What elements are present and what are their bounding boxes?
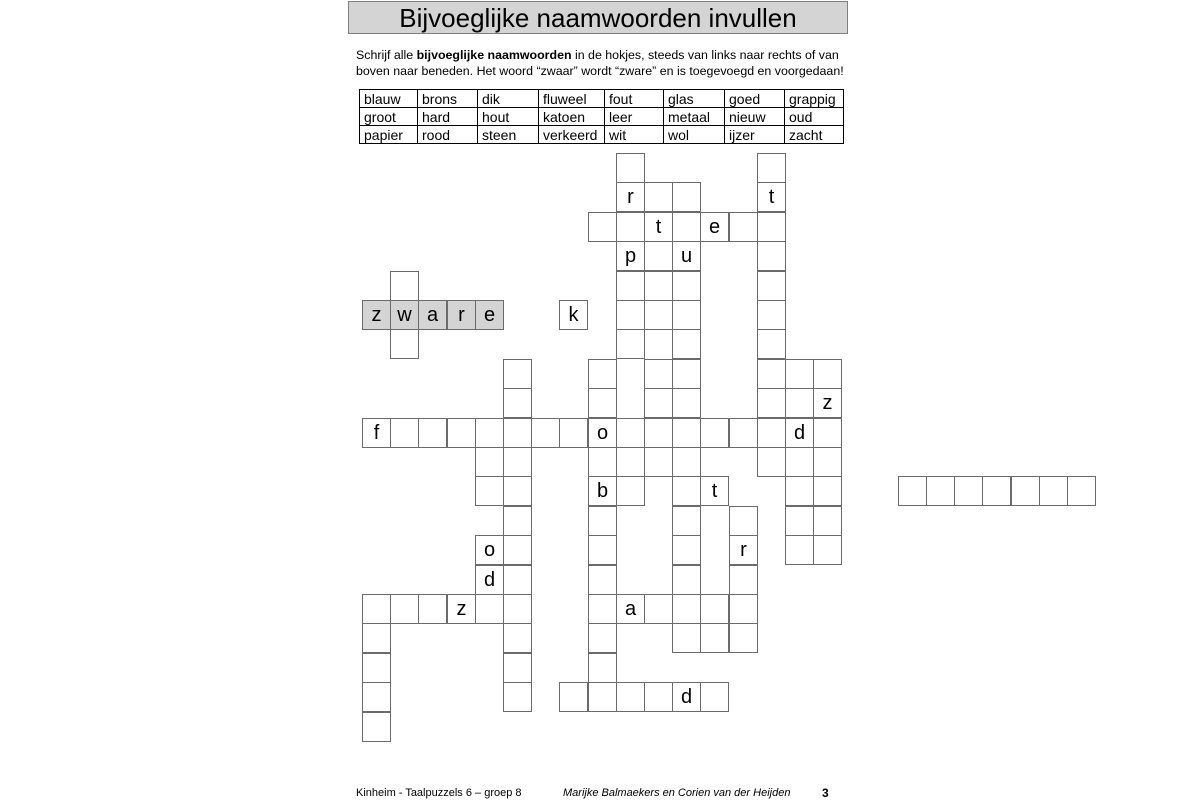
crossword-cell[interactable] <box>757 153 786 183</box>
crossword-cell[interactable] <box>362 682 391 712</box>
crossword-cell[interactable] <box>757 212 786 242</box>
crossword-cell[interactable] <box>672 535 701 565</box>
crossword-cell[interactable] <box>757 418 786 448</box>
crossword-cell[interactable]: a <box>616 594 645 624</box>
crossword-cell[interactable] <box>700 594 729 624</box>
crossword-cell[interactable]: z <box>362 300 391 330</box>
page-number: 3 <box>822 786 829 800</box>
crossword-cell[interactable] <box>616 300 645 330</box>
crossword-cell[interactable] <box>644 418 673 448</box>
crossword-cell[interactable]: u <box>672 241 701 271</box>
crossword-cell[interactable] <box>418 594 447 624</box>
crossword-cell[interactable] <box>644 300 673 330</box>
crossword-cell[interactable] <box>672 623 701 653</box>
crossword-cell[interactable] <box>813 447 842 477</box>
crossword-cell[interactable] <box>672 359 701 389</box>
crossword-cell[interactable] <box>390 271 419 301</box>
crossword-cell[interactable] <box>588 212 617 242</box>
crossword-cell[interactable] <box>926 476 955 506</box>
crossword-cell[interactable] <box>672 271 701 301</box>
crossword-cell[interactable] <box>559 418 588 448</box>
crossword-cell[interactable]: p <box>616 241 645 271</box>
crossword-cell[interactable] <box>729 418 758 448</box>
word-bank-cell: nieuw <box>725 108 785 126</box>
crossword-cell[interactable] <box>757 359 786 389</box>
word-bank-cell: glas <box>664 90 725 108</box>
crossword-cell[interactable] <box>672 300 701 330</box>
crossword-cell[interactable]: z <box>813 388 842 418</box>
word-bank-cell: steen <box>478 126 539 144</box>
crossword-cell[interactable] <box>616 329 645 359</box>
crossword-cell[interactable] <box>588 359 617 389</box>
crossword-cell[interactable] <box>503 447 532 477</box>
crossword-cell[interactable] <box>757 300 786 330</box>
crossword-cell[interactable] <box>757 329 786 359</box>
crossword-cell[interactable] <box>672 212 701 242</box>
crossword-cell[interactable] <box>362 712 391 742</box>
word-bank-cell: hard <box>418 108 478 126</box>
crossword-cell[interactable] <box>813 476 842 506</box>
instructions-part1: Schrijf alle <box>356 48 417 62</box>
footer-series: Kinheim - Taalpuzzels 6 – groep 8 <box>356 787 522 799</box>
crossword-cell[interactable] <box>644 594 673 624</box>
crossword-cell[interactable] <box>503 418 532 448</box>
crossword-cell[interactable]: e <box>700 212 729 242</box>
crossword-cell[interactable] <box>390 594 419 624</box>
crossword-cell[interactable] <box>531 418 560 448</box>
word-bank-cell: brons <box>418 90 478 108</box>
crossword-cell[interactable] <box>644 182 673 212</box>
crossword-cell[interactable] <box>503 565 532 595</box>
crossword-cell[interactable] <box>390 418 419 448</box>
crossword-cell[interactable]: t <box>644 212 673 242</box>
crossword-cell[interactable] <box>672 476 701 506</box>
crossword-cell[interactable] <box>672 388 701 418</box>
page-title: Bijvoeglijke naamwoorden invullen <box>348 1 848 34</box>
crossword-cell[interactable]: o <box>475 535 504 565</box>
crossword-cell[interactable] <box>616 212 645 242</box>
crossword-cell[interactable] <box>362 653 391 683</box>
crossword-cell[interactable] <box>503 682 532 712</box>
crossword-cell[interactable] <box>1011 476 1040 506</box>
crossword-cell[interactable]: e <box>475 300 504 330</box>
crossword-cell[interactable] <box>672 565 701 595</box>
word-bank-cell: fout <box>605 90 664 108</box>
crossword-cell[interactable] <box>1039 476 1068 506</box>
crossword-cell[interactable] <box>503 623 532 653</box>
crossword-cell[interactable] <box>729 212 758 242</box>
word-bank-cell: blauw <box>360 90 418 108</box>
crossword-cell[interactable] <box>559 682 588 712</box>
crossword-cell[interactable] <box>672 447 701 477</box>
crossword-cell[interactable] <box>785 506 814 536</box>
word-bank-cell: wol <box>664 126 725 144</box>
crossword-cell[interactable] <box>475 476 504 506</box>
crossword-cell[interactable] <box>785 359 814 389</box>
crossword-cell[interactable] <box>813 418 842 448</box>
word-bank-cell: dik <box>478 90 539 108</box>
crossword-cell[interactable] <box>503 535 532 565</box>
word-bank-cell: grappig <box>785 90 844 108</box>
instructions-part2: in de hokjes, steeds van links naar rechts of van boven naar beneden. Het woord “zwaar” wordt “zware” en is toegevoegd en voorgedaan! <box>356 48 844 78</box>
crossword-cell[interactable] <box>729 565 758 595</box>
crossword-cell[interactable] <box>644 682 673 712</box>
instructions-bold: bijvoeglijke naamwoorden <box>416 48 572 62</box>
crossword-cell[interactable] <box>898 476 927 506</box>
crossword-cell[interactable]: w <box>390 300 419 330</box>
crossword-cell[interactable] <box>700 623 729 653</box>
crossword-cell[interactable] <box>954 476 983 506</box>
crossword-cell[interactable] <box>503 388 532 418</box>
crossword-cell[interactable] <box>672 418 701 448</box>
crossword-cell[interactable]: o <box>588 418 617 448</box>
crossword-cell[interactable] <box>672 182 701 212</box>
word-bank-cell: wit <box>605 126 664 144</box>
crossword-cell[interactable] <box>785 535 814 565</box>
word-bank-cell: fluweel <box>539 90 605 108</box>
crossword-cell[interactable] <box>757 241 786 271</box>
crossword-cell[interactable] <box>475 594 504 624</box>
crossword-cell[interactable] <box>588 565 617 595</box>
crossword-cell[interactable]: t <box>700 476 729 506</box>
word-bank-cell: zacht <box>785 126 844 144</box>
crossword-cell[interactable] <box>644 241 673 271</box>
crossword-cell[interactable] <box>813 506 842 536</box>
word-bank-cell: rood <box>418 126 478 144</box>
crossword-cell[interactable]: r <box>447 300 476 330</box>
crossword-cell[interactable] <box>982 476 1011 506</box>
crossword-cell[interactable] <box>700 418 729 448</box>
footer-authors: Marijke Balmaekers en Corien van der Heijden <box>563 787 791 799</box>
crossword-cell[interactable]: d <box>785 418 814 448</box>
crossword-cell[interactable] <box>418 418 447 448</box>
word-bank-cell: goed <box>725 90 785 108</box>
crossword-cell[interactable] <box>503 506 532 536</box>
word-bank-cell: oud <box>785 108 844 126</box>
crossword-cell[interactable] <box>447 418 476 448</box>
crossword-cell[interactable] <box>729 594 758 624</box>
crossword-cell[interactable] <box>672 506 701 536</box>
word-bank-cell: katoen <box>539 108 605 126</box>
crossword-cell[interactable] <box>588 682 617 712</box>
crossword-cell[interactable] <box>644 447 673 477</box>
crossword-cell[interactable] <box>1067 476 1096 506</box>
crossword-cell[interactable] <box>588 653 617 683</box>
crossword-cell[interactable]: k <box>559 300 588 330</box>
crossword-cell[interactable] <box>785 447 814 477</box>
crossword-cell[interactable] <box>362 594 391 624</box>
crossword-cell[interactable] <box>813 359 842 389</box>
crossword-cell[interactable]: t <box>757 182 786 212</box>
crossword-cell[interactable] <box>616 682 645 712</box>
crossword-cell[interactable] <box>757 447 786 477</box>
crossword-cell[interactable] <box>588 447 617 477</box>
crossword-cell[interactable] <box>616 271 645 301</box>
crossword-cell[interactable] <box>503 653 532 683</box>
crossword-cell[interactable] <box>503 476 532 506</box>
crossword-cell[interactable]: r <box>729 535 758 565</box>
crossword-cell[interactable] <box>785 388 814 418</box>
crossword-cell[interactable] <box>362 623 391 653</box>
crossword-cell[interactable] <box>588 506 617 536</box>
word-bank-cell: verkeerd <box>539 126 605 144</box>
word-bank-cell: groot <box>360 108 418 126</box>
crossword-cell[interactable] <box>475 447 504 477</box>
word-bank-cell: ijzer <box>725 126 785 144</box>
crossword-cell[interactable] <box>729 623 758 653</box>
crossword-cell[interactable] <box>616 476 645 506</box>
crossword-cell[interactable]: d <box>672 682 701 712</box>
word-bank-cell: papier <box>360 126 418 144</box>
crossword-cell[interactable]: z <box>447 594 476 624</box>
crossword-cell[interactable] <box>588 535 617 565</box>
crossword-cell[interactable]: f <box>362 418 391 448</box>
crossword-cell[interactable]: r <box>616 182 645 212</box>
crossword-cell[interactable] <box>729 506 758 536</box>
crossword-cell[interactable] <box>672 329 701 359</box>
crossword-cell[interactable] <box>588 388 617 418</box>
crossword-cell[interactable] <box>644 359 673 389</box>
crossword-cell[interactable] <box>785 476 814 506</box>
crossword-cell[interactable] <box>588 594 617 624</box>
crossword-cell[interactable]: a <box>418 300 447 330</box>
crossword-cell[interactable] <box>757 271 786 301</box>
crossword-cell[interactable] <box>588 623 617 653</box>
crossword-cell[interactable] <box>644 388 673 418</box>
crossword-cell[interactable] <box>503 359 532 389</box>
crossword-cell[interactable] <box>813 535 842 565</box>
crossword-cell[interactable] <box>644 271 673 301</box>
crossword-cell[interactable] <box>390 329 419 359</box>
crossword-cell[interactable] <box>616 153 645 183</box>
crossword-cell[interactable] <box>616 418 645 448</box>
word-bank-cell: leer <box>605 108 664 126</box>
crossword-cell[interactable] <box>672 594 701 624</box>
crossword-cell[interactable]: d <box>475 565 504 595</box>
word-bank-cell: hout <box>478 108 539 126</box>
crossword-cell[interactable] <box>700 682 729 712</box>
crossword-cell[interactable]: b <box>588 476 617 506</box>
word-bank-cell: metaal <box>664 108 725 126</box>
crossword-cell[interactable] <box>503 594 532 624</box>
crossword-cell[interactable] <box>475 418 504 448</box>
crossword-cell[interactable] <box>757 388 786 418</box>
